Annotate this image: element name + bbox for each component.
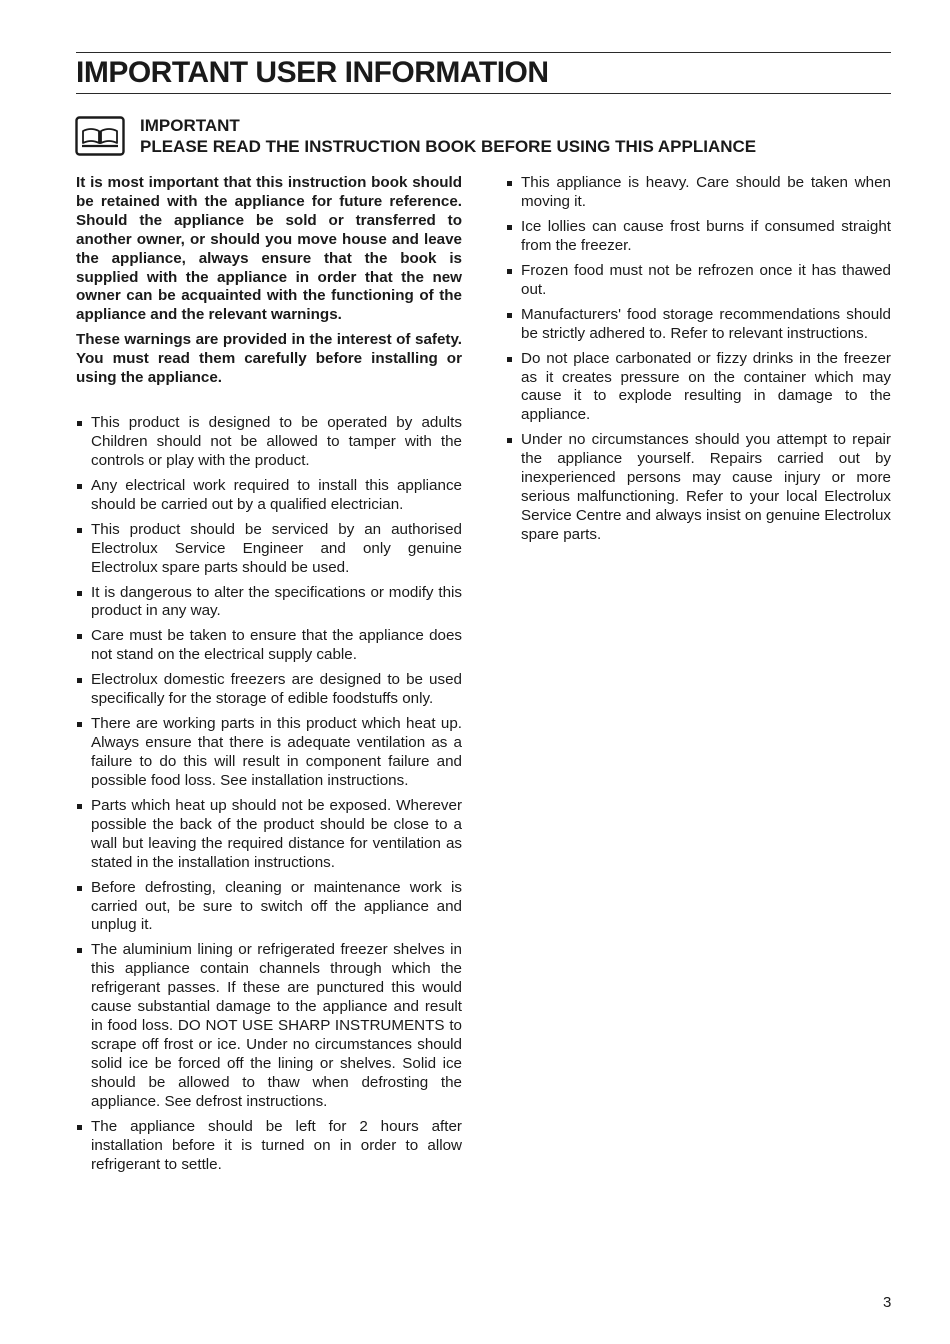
list-item: This appliance is heavy. Care should be taken when moving it. [506, 174, 891, 212]
list-item: Care must be taken to ensure that the appliance does not stand on the electrical supply cable. [76, 627, 462, 665]
list-item: This product is designed to be operated by adults Children should not be allowed to tamper with the controls or play with the product. [76, 414, 462, 471]
left-column [76, 174, 462, 1181]
header-top-rule [76, 52, 891, 53]
list-item: Do not place carbonated or fizzy drinks in the freezer as it creates pressure on the container which may cause it to explode resulting in damage to the appliance. [506, 350, 891, 426]
right-warning-list [506, 174, 891, 545]
list-item: Electrolux domestic freezers are designed to be used specifically for the storage of edible foodstuffs only. [76, 671, 462, 709]
list-item: It is dangerous to alter the specifications or modify this product in any way. [76, 584, 462, 622]
list-item: Frozen food must not be refrozen once it has thawed out. [506, 262, 891, 300]
safety-paragraph: These warnings are provided in the interest of safety. You must read them carefully before installing or using the appliance. [76, 331, 462, 387]
list-item: Any electrical work required to install this appliance should be carried out by a qualified electrician. [76, 477, 462, 515]
right-column [506, 174, 891, 551]
important-subtitle: PLEASE READ THE INSTRUCTION BOOK BEFORE USING THIS APPLIANCE [140, 137, 757, 156]
list-item: Manufacturers' food storage recommendations should be strictly adhered to. Refer to relevant instructions. [506, 306, 891, 344]
page-number: 3 [883, 1294, 892, 1311]
list-item: Before defrosting, cleaning or maintenance work is carried out, be sure to switch off the appliance and unplug it. [76, 879, 462, 936]
list-item: Ice lollies can cause frost burns if consumed straight from the freezer. [506, 218, 891, 256]
intro-paragraph: It is most important that this instruction book should be retained with the appliance for future reference. Should the appliance be sold or transferred to another owner, or should you move house and leave the appliance, always ensure that the book is supplied with the appliance in order that the new owner can be acquainted with the functioning of the appliance and the relevant warnings. [76, 174, 462, 324]
list-item: There are working parts in this product which heat up. Always ensure that there is adequate ventilation as a failure to do this will result in component failure and possible food loss. See installation instructions. [76, 715, 462, 791]
list-item: The appliance should be left for 2 hours after installation before it is turned on in order to allow refrigerant to settle. [76, 1118, 462, 1175]
left-warning-list [76, 414, 462, 1174]
page-title: IMPORTANT USER INFORMATION [76, 56, 549, 89]
list-item: Under no circumstances should you attempt to repair the appliance yourself. Repairs carried out by inexperienced persons may cause injury or more serious malfunctioning. Refer to your local Electrolux Service Centre and always insist on genuine Electrolux spare parts. [506, 431, 891, 544]
book-icon [75, 116, 125, 156]
list-item: The aluminium lining or refrigerated freezer shelves in this appliance contain channels through which the refrigerant passes. If these are punctured this would cause substantial damage to the appliance and result in food loss. DO NOT USE SHARP INSTRUMENTS to scrape off frost or ice. Under no circumstances should solid ice be forced off the lining or shelves. Solid ice should be allowed to thaw when defrosting the appliance. See defrost instructions. [76, 941, 462, 1111]
header-bottom-rule [76, 93, 891, 94]
list-item: Parts which heat up should not be exposed. Wherever possible the back of the product should be close to a wall but leaving the required distance for ventilation as stated in the installation instructions. [76, 797, 462, 873]
list-item: This product should be serviced by an authorised Electrolux Service Engineer and only genuine Electrolux spare parts should be used. [76, 521, 462, 578]
important-label: IMPORTANT [140, 116, 240, 135]
